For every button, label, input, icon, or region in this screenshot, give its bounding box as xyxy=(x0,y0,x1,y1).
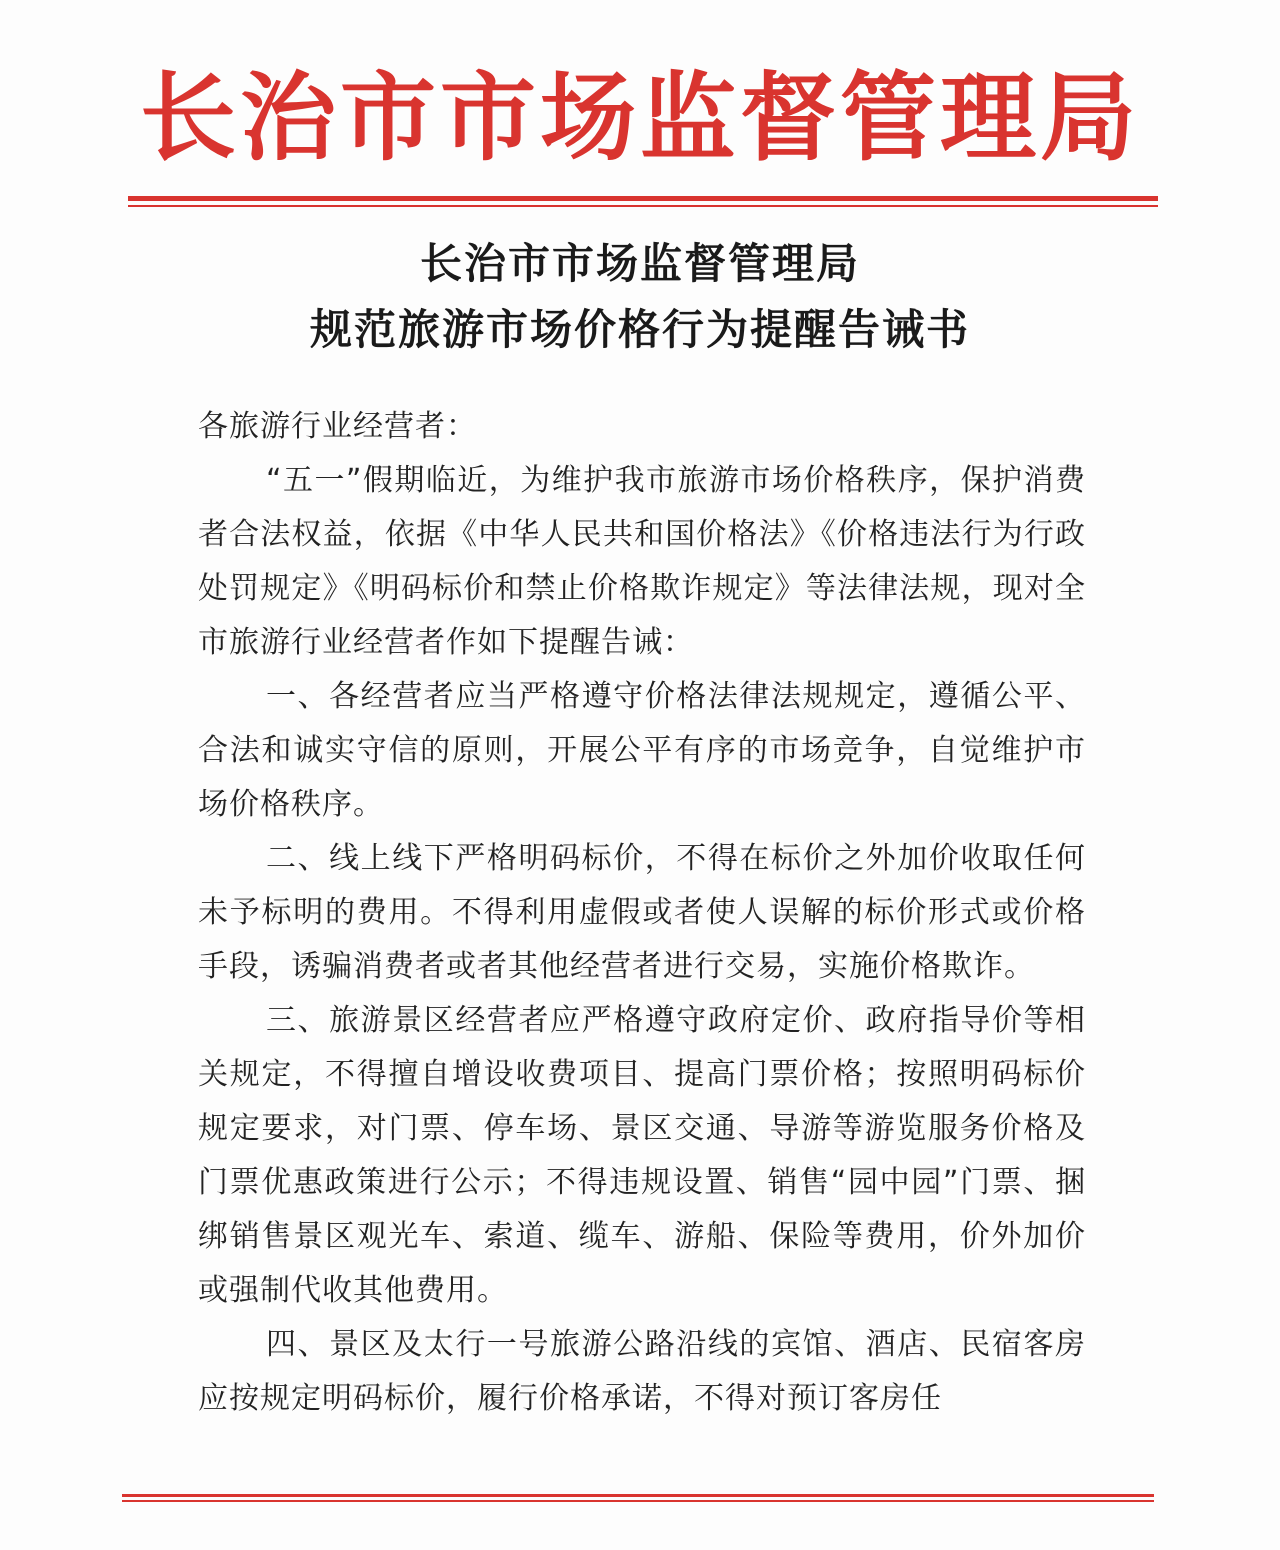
document-title-line-2: 规范旅游市场价格行为提醒告诫书 xyxy=(309,305,970,354)
document-body xyxy=(198,400,1086,1426)
paragraph-intro: “五一”假期临近，为维护我市旅游市场价格秩序，保护消费者合法权益，依据《中华人民共和国价格法》《价格违法行为行政处罚规定》《明码标价和禁止价格欺诈规定》等法律法规，现对全市旅游行业经营者作如下提醒告诫： xyxy=(198,463,1086,660)
footer-red-rule-thin xyxy=(122,1500,1154,1502)
paragraph-item-3: 三、旅游景区经营者应严格遵守政府定价、政府指导价等相关规定，不得擅自增设收费项目、提高门票价格；按照明码标价规定要求，对门票、停车场、景区交通、导游等游览服务价格及门票优惠政策进行公示；不得违规设置、销售“园中园”门票、捆绑销售景区观光车、索道、缆车、游船、保险等费用，价外加价或强制代收其他费用。 xyxy=(198,1003,1086,1308)
paragraph-item-4: 四、景区及太行一号旅游公路沿线的宾馆、酒店、民宿客房应按规定明码标价，履行价格承诺，不得对预订客房任 xyxy=(198,1327,1086,1416)
paragraph-item-1: 一、各经营者应当严格遵守价格法律法规规定，遵循公平、合法和诚实守信的原则，开展公平有序的市场竞争，自觉维护市场价格秩序。 xyxy=(198,679,1086,822)
footer-red-rule xyxy=(122,1494,1154,1497)
letterhead-red-rule xyxy=(128,196,1158,201)
document-title-line-1: 长治市市场监督管理局 xyxy=(419,239,860,288)
salutation: 各旅游行业经营者： xyxy=(198,409,477,444)
letterhead-masthead: 长治市市场监督管理局 xyxy=(140,61,1140,174)
letterhead-red-rule-thin xyxy=(128,205,1158,207)
paragraph-item-2: 二、线上线下严格明码标价，不得在标价之外加价收取任何未予标明的费用。不得利用虚假或者使人误解的标价形式或价格手段，诱骗消费者或者其他经营者进行交易，实施价格欺诈。 xyxy=(198,841,1086,984)
